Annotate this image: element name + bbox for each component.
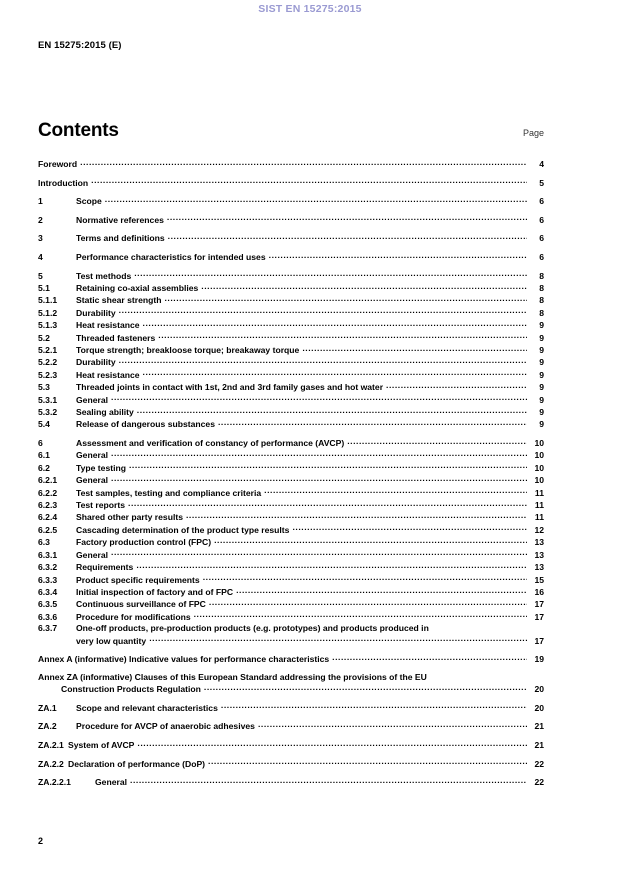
toc-entry-number: 6.2.5 xyxy=(38,524,58,535)
toc-entry-title: Performance characteristics for intended uses xyxy=(76,251,266,262)
toc-entry-number: 6.3.7 xyxy=(38,623,58,634)
toc-entry-page-number: 9 xyxy=(539,419,544,430)
toc-leader-dots xyxy=(186,511,527,520)
toc-entry-page-number: 4 xyxy=(539,159,544,169)
toc-leader-dots xyxy=(137,739,527,748)
toc-entry-title: System of AVCP xyxy=(68,739,135,750)
toc-entry-title: General xyxy=(95,777,128,788)
toc-entry-number: 5.1.1 xyxy=(38,295,58,306)
toc-entry-page-number: 13 xyxy=(534,549,544,560)
standard-reference: EN 15275:2015 (E) xyxy=(38,40,122,51)
toc-entry-title: Requirements xyxy=(76,562,134,573)
toc-leader-dots xyxy=(130,776,527,785)
toc-leader-dots xyxy=(208,758,527,767)
toc-entry-number: 5.3 xyxy=(38,382,50,393)
toc-leader-dots xyxy=(269,251,527,260)
toc-entry-page-number: 10 xyxy=(534,438,544,449)
toc-entry-title: Continuous surveillance of FPC xyxy=(76,599,206,610)
toc-entry-number: 6.1 xyxy=(38,450,50,461)
toc-leader-dots xyxy=(129,462,527,471)
toc-leader-dots xyxy=(111,474,527,483)
toc-entry-title: Threaded joints in contact with 1st, 2nd and 3rd family gases and hot water xyxy=(76,382,384,393)
toc-entry-page-number: 12 xyxy=(534,524,544,535)
toc-entry-title: General xyxy=(76,475,109,486)
toc-entry-page-number: 19 xyxy=(534,654,544,665)
toc-entry-number: 6.3.3 xyxy=(38,574,58,585)
toc-entry-title: Type testing xyxy=(76,462,126,473)
toc-entry-page-number: 9 xyxy=(539,332,544,343)
toc-entry-page-number: 8 xyxy=(539,307,544,318)
toc-entry[interactable] xyxy=(38,195,544,207)
toc-entry[interactable] xyxy=(38,307,544,319)
toc-entry-title: Test samples, testing and compliance criteria xyxy=(76,487,262,498)
toc-entry-page-number: 10 xyxy=(534,475,544,486)
toc-entry[interactable] xyxy=(38,672,544,696)
toc-entry-title: Durability xyxy=(76,307,116,318)
toc-entry-page-number: 21 xyxy=(534,739,544,750)
toc-entry-page-number: 11 xyxy=(534,487,544,498)
toc-leader-dots xyxy=(91,177,527,186)
toc-entry-title: Cascading determination of the product type results xyxy=(76,524,290,535)
toc-entry[interactable] xyxy=(38,776,544,788)
toc-entry-page-number: 11 xyxy=(534,500,544,511)
toc-entry-number: 5.1 xyxy=(38,282,50,293)
toc-entry-page-number: 22 xyxy=(534,777,544,788)
toc-leader-dots xyxy=(119,356,527,365)
toc-entry-title: Foreword xyxy=(38,159,78,169)
toc-entry[interactable] xyxy=(38,214,544,226)
toc-leader-dots xyxy=(221,702,527,711)
toc-entry-page-number: 17 xyxy=(534,611,544,622)
toc-leader-dots xyxy=(149,635,527,644)
toc-leader-dots xyxy=(203,574,527,583)
toc-entry-page-number: 8 xyxy=(539,282,544,293)
toc-entry-page-number: 9 xyxy=(539,320,544,331)
toc-entry-title: very low quantity xyxy=(76,635,147,646)
toc-entry-number: ZA.2.1 xyxy=(38,739,64,750)
toc-entry-page-number: 13 xyxy=(534,537,544,548)
toc-entry[interactable] xyxy=(38,294,544,306)
toc-leader-dots xyxy=(264,487,527,496)
toc-entry[interactable] xyxy=(38,586,544,598)
toc-entry-title: Retaining co-axial assemblies xyxy=(76,282,199,293)
toc-entry-title: Sealing ability xyxy=(76,407,134,418)
toc-entry-page-number: 17 xyxy=(534,635,544,646)
toc-entry[interactable] xyxy=(38,177,544,189)
toc-entry-page-number: 22 xyxy=(534,758,544,769)
toc-entry[interactable] xyxy=(38,561,544,573)
toc-entry[interactable] xyxy=(38,394,544,406)
toc-entry-number: 4 xyxy=(38,251,43,262)
toc-entry-number: 6.3.4 xyxy=(38,586,58,597)
toc-entry-number: 5 xyxy=(38,270,43,281)
toc-leader-dots xyxy=(214,536,527,545)
toc-entry-page-number: 15 xyxy=(534,574,544,585)
toc-leader-dots xyxy=(158,332,527,341)
toc-leader-dots xyxy=(209,598,527,607)
toc-entry[interactable] xyxy=(38,487,544,499)
toc-leader-dots xyxy=(128,499,527,508)
toc-entry-number: 5.2.1 xyxy=(38,345,58,355)
toc-entry-page-number: 6 xyxy=(539,214,544,225)
toc-leader-dots xyxy=(194,611,527,620)
toc-entry-page-number: 6 xyxy=(539,251,544,262)
toc-entry[interactable] xyxy=(38,369,544,381)
toc-leader-dots xyxy=(204,683,527,692)
toc-entry-page-number: 6 xyxy=(539,233,544,244)
toc-leader-dots xyxy=(111,449,527,458)
toc-entry-number: 6.3.6 xyxy=(38,611,58,622)
toc-entry[interactable] xyxy=(38,598,544,610)
toc-entry-title: Heat resistance xyxy=(76,369,140,380)
toc-leader-dots xyxy=(258,720,527,729)
toc-entry-page-number: 5 xyxy=(539,177,544,188)
toc-entry-number: 6.3.2 xyxy=(38,562,58,573)
toc-entry-page-number: 10 xyxy=(534,450,544,461)
toc-entry-title: Release of dangerous substances xyxy=(76,419,215,430)
toc-entry-number: 6.2.3 xyxy=(38,500,58,511)
toc-entry[interactable] xyxy=(38,524,544,536)
toc-entry-page-number: 20 xyxy=(534,684,544,695)
toc-entry-page-number: 9 xyxy=(539,394,544,405)
toc-entry-title: Shared other party results xyxy=(76,512,183,523)
toc-entry-title: Factory production control (FPC) xyxy=(76,537,212,548)
toc-leader-dots xyxy=(168,232,527,241)
toc-entry-number: 2 xyxy=(38,214,43,225)
toc-leader-dots xyxy=(143,369,527,378)
toc-leader-dots xyxy=(201,282,527,291)
toc-entry-number: 5.2 xyxy=(38,332,50,343)
toc-entry-title: Annex A (informative) Indicative values for performance characteristics xyxy=(38,654,330,665)
toc-entry-title: Torque strength; breakloose torque; breakaway torque xyxy=(76,345,300,355)
toc-leader-dots xyxy=(80,158,527,167)
toc-entry-title: Scope xyxy=(76,196,102,207)
toc-entry-number: 5.2.2 xyxy=(38,357,58,368)
toc-entry-title: Product specific requirements xyxy=(76,574,200,585)
toc-entry-title: Procedure for modifications xyxy=(76,611,191,622)
toc-entry-page-number: 17 xyxy=(534,599,544,610)
toc-entry-title: Test methods xyxy=(76,270,132,281)
toc-entry-title: Terms and definitions xyxy=(76,233,165,244)
toc-leader-dots xyxy=(386,381,527,390)
toc-entry-title: Normative references xyxy=(76,214,164,225)
toc-entry[interactable] xyxy=(38,282,544,294)
toc-entry-title: Annex ZA (informative) Clauses of this European Standard addressing the provisions of the EU xyxy=(38,671,427,682)
toc-entry-number: ZA.2 xyxy=(38,721,57,732)
toc-entry[interactable] xyxy=(38,549,544,561)
toc-leader-dots xyxy=(292,524,527,533)
toc-entry-number: 6.3.1 xyxy=(38,549,58,560)
toc-entry-page-number: 9 xyxy=(539,407,544,418)
toc-entry-title: Threaded fasteners xyxy=(76,332,156,343)
toc-entry[interactable] xyxy=(38,499,544,511)
toc-entry-number: ZA.2.2 xyxy=(38,758,64,769)
toc-entry-title: Initial inspection of factory and of FPC xyxy=(76,586,234,597)
toc-leader-dots xyxy=(236,586,527,595)
toc-entry[interactable] xyxy=(38,418,544,430)
toc-entry-page-number: 10 xyxy=(534,462,544,473)
toc-entry-title: Static shear strength xyxy=(76,295,162,306)
toc-entry[interactable] xyxy=(38,251,544,263)
toc-entry-page-number: 6 xyxy=(539,196,544,207)
toc-entry-line xyxy=(38,635,544,647)
toc-entry[interactable] xyxy=(38,758,544,770)
toc-entry-number: 3 xyxy=(38,233,43,244)
toc-entry[interactable] xyxy=(38,158,544,170)
toc-entry-number: 6.2.1 xyxy=(38,475,58,486)
toc-entry-line xyxy=(38,683,544,695)
toc-leader-dots xyxy=(111,549,527,558)
toc-entry[interactable] xyxy=(38,381,544,393)
toc-entry-number: 6.2.2 xyxy=(38,487,58,498)
toc-entry-title: General xyxy=(76,450,109,461)
toc-entry-number: 5.1.3 xyxy=(38,320,58,331)
toc-entry[interactable] xyxy=(38,437,544,449)
toc-entry-page-number: 8 xyxy=(539,295,544,306)
toc-leader-dots xyxy=(302,344,527,353)
toc-entry-number: 6.3.5 xyxy=(38,599,58,610)
toc-leader-dots xyxy=(347,437,527,446)
toc-entry[interactable] xyxy=(38,511,544,523)
toc-entry[interactable] xyxy=(38,270,544,282)
toc-entry[interactable] xyxy=(38,474,544,486)
toc-leader-dots xyxy=(134,270,527,279)
toc-entry-number: 5.3.1 xyxy=(38,394,58,405)
toc-entry-number: 6.2.4 xyxy=(38,512,58,523)
toc-entry[interactable] xyxy=(38,449,544,461)
toc-entry-page-number: 16 xyxy=(534,586,544,597)
toc-entry-line xyxy=(38,623,544,634)
toc-entry-title: Assessment and verification of constancy of performance (AVCP) xyxy=(76,438,345,449)
toc-leader-dots xyxy=(164,294,527,303)
toc-entry[interactable] xyxy=(38,739,544,751)
toc-entry-number: ZA.1 xyxy=(38,702,57,713)
toc-entry[interactable] xyxy=(38,356,544,368)
toc-entry[interactable] xyxy=(38,406,544,418)
toc-leader-dots xyxy=(111,394,527,403)
toc-entry-title: Procedure for AVCP of anaerobic adhesives xyxy=(76,721,255,732)
toc-leader-dots xyxy=(143,319,527,328)
toc-entry-title: Test reports xyxy=(76,500,126,511)
toc-entry-number: 5.4 xyxy=(38,419,50,430)
toc-entry-title: Declaration of performance (DoP) xyxy=(68,758,206,769)
toc-entry[interactable] xyxy=(38,653,544,665)
toc-entry[interactable] xyxy=(38,702,544,714)
toc-entry-title: Introduction xyxy=(38,177,89,188)
toc-entry-page-number: 8 xyxy=(539,270,544,281)
toc-entry-title: Durability xyxy=(76,357,116,368)
toc-entry[interactable] xyxy=(38,232,544,244)
toc-entry[interactable] xyxy=(38,611,544,623)
table-of-contents xyxy=(38,158,544,789)
toc-entry[interactable] xyxy=(38,536,544,548)
document-watermark-header: SIST EN 15275:2015 xyxy=(258,3,362,15)
toc-entry-number: 5.2.3 xyxy=(38,369,58,380)
toc-entry[interactable] xyxy=(38,623,544,647)
toc-entry-page-number: 9 xyxy=(539,345,544,355)
toc-entry-number: ZA.2.2.1 xyxy=(38,777,71,788)
toc-entry-page-number: 9 xyxy=(539,369,544,380)
toc-entry[interactable] xyxy=(38,319,544,331)
contents-heading-row xyxy=(38,120,544,142)
toc-entry[interactable] xyxy=(38,344,544,356)
toc-entry-page-number: 9 xyxy=(539,357,544,368)
toc-entry-line xyxy=(38,672,544,683)
toc-entry-page-number: 9 xyxy=(539,382,544,393)
toc-entry-number: 6.2 xyxy=(38,462,50,473)
toc-entry-page-number: 21 xyxy=(534,721,544,732)
toc-entry-page-number: 20 xyxy=(534,702,544,713)
toc-leader-dots xyxy=(119,307,527,316)
footer-page-number: 2 xyxy=(38,836,44,846)
toc-entry-number: 5.1.2 xyxy=(38,307,58,318)
toc-entry[interactable] xyxy=(38,720,544,732)
toc-entry-number: 5.3.2 xyxy=(38,407,58,418)
toc-leader-dots xyxy=(218,418,527,427)
toc-entry[interactable] xyxy=(38,332,544,344)
toc-entry-page-number: 13 xyxy=(534,562,544,573)
toc-entry-number: 6.3 xyxy=(38,537,50,548)
toc-entry-number: 1 xyxy=(38,196,43,207)
toc-entry-title: One-off products, pre-production products (e.g. prototypes) and products produced in xyxy=(76,623,429,634)
toc-entry-title: General xyxy=(76,394,109,405)
page-column-header: Page xyxy=(522,128,544,138)
toc-leader-dots xyxy=(137,406,527,415)
toc-entry[interactable] xyxy=(38,462,544,474)
toc-entry-number: 6 xyxy=(38,438,43,449)
toc-entry-title: General xyxy=(76,549,109,560)
toc-leader-dots xyxy=(105,195,527,204)
toc-leader-dots xyxy=(332,653,527,662)
toc-leader-dots xyxy=(167,214,527,223)
toc-entry-page-number: 11 xyxy=(534,512,544,523)
toc-entry-title: Heat resistance xyxy=(76,320,140,331)
toc-entry[interactable] xyxy=(38,574,544,586)
toc-leader-dots xyxy=(136,561,527,570)
page-title: Contents xyxy=(38,120,119,141)
toc-entry-title: Construction Products Regulation xyxy=(61,684,201,695)
toc-entry-title: Scope and relevant characteristics xyxy=(76,702,218,713)
